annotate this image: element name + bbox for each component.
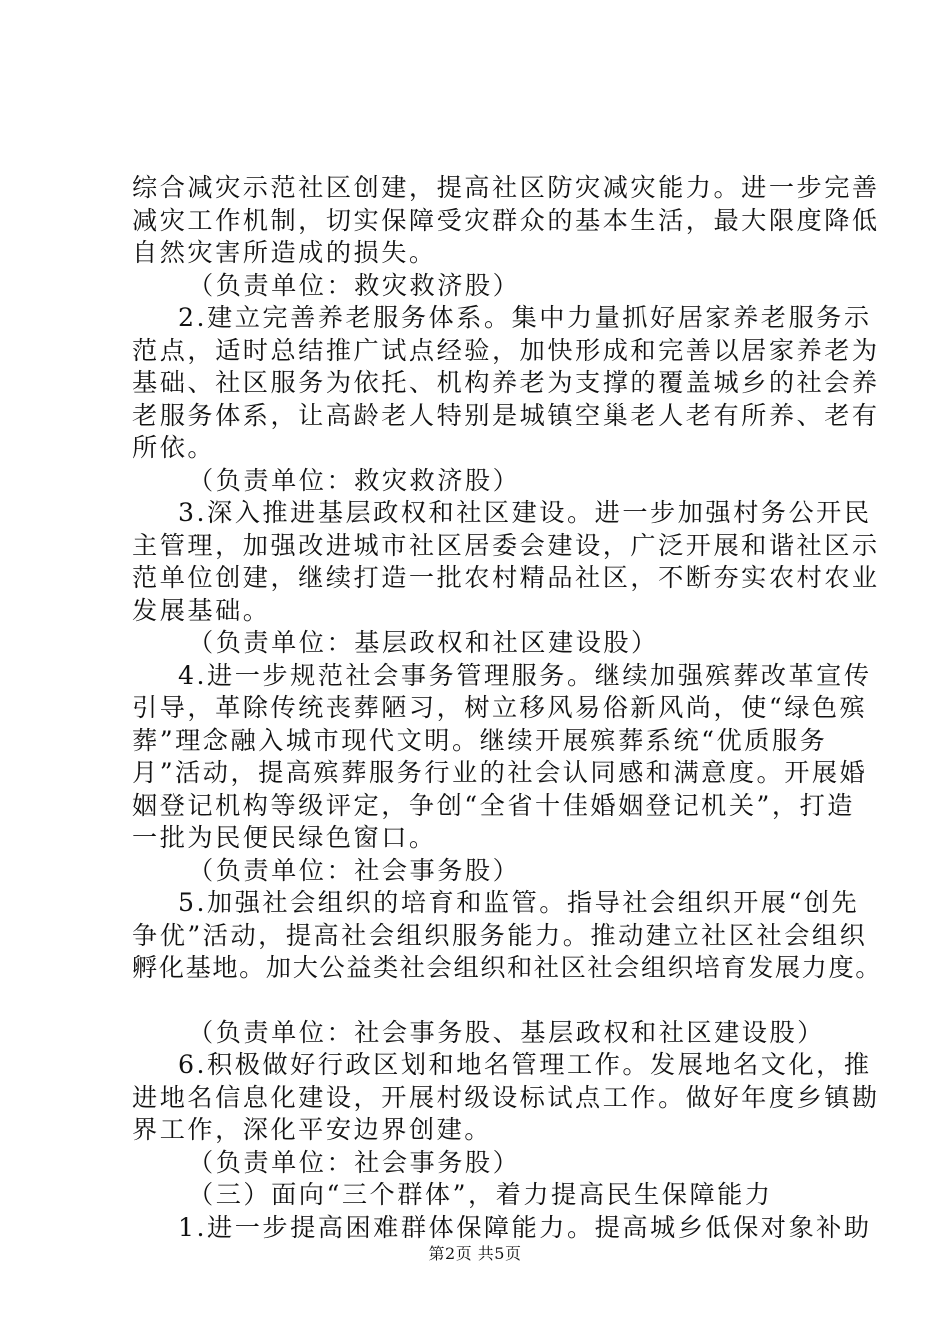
body-line: 老服务体系，让高龄老人特别是城镇空巢老人老有所养、老有 bbox=[132, 400, 880, 430]
item-heading-line: 5.加强社会组织的培育和监管。指导社会组织开展“创先 bbox=[178, 888, 860, 917]
responsible-unit-note: （负责单位：救灾救济股） bbox=[188, 465, 521, 495]
body-line: 自然灾害所造成的损失。 bbox=[132, 238, 437, 267]
body-line: 发展基础。 bbox=[132, 595, 271, 625]
body-line: 葬”理念融入城市现代文明。继续开展殡葬系统“优质服务 bbox=[132, 725, 828, 755]
item-heading-line: 3.深入推进基层政权和社区建设。进一步加强村务公开民 bbox=[178, 498, 872, 527]
body-line: 界工作，深化平安边界创建。 bbox=[132, 1115, 492, 1144]
body-line: 范单位创建，继续打造一批农村精品社区，不断夯实农村农业 bbox=[132, 563, 880, 592]
body-line: 进地名信息化建设，开展村级设标试点工作。做好年度乡镇勘 bbox=[132, 1082, 880, 1112]
body-line: 一批为民便民绿色窗口。 bbox=[132, 823, 437, 852]
body-line: 孵化基地。加大公益类社会组织和社区社会组织培育发展力度。 bbox=[132, 953, 883, 982]
section-heading: （三）面向“三个群体”，着力提高民生保障能力 bbox=[188, 1180, 773, 1209]
body-line: 引导，革除传统丧葬陋习，树立移风易俗新风尚，使“绿色殡 bbox=[132, 693, 868, 722]
responsible-unit-note: （负责单位：救灾救济股） bbox=[188, 270, 521, 300]
body-line: 主管理，加强改进城市社区居委会建设，广泛开展和谐社区示 bbox=[132, 530, 880, 560]
body-line: 范点，适时总结推广试点经验，加快形成和完善以居家养老为 bbox=[132, 335, 880, 365]
paragraph-gap bbox=[132, 985, 862, 1017]
responsible-unit-note: （负责单位：基层政权和社区建设股） bbox=[188, 628, 659, 657]
body-line: 月”活动，提高殡葬服务行业的社会认同感和满意度。开展婚 bbox=[132, 758, 868, 787]
responsible-unit-note: （负责单位：社会事务股） bbox=[188, 1147, 521, 1177]
item-heading-line: 6.积极做好行政区划和地名管理工作。发展地名文化，推 bbox=[178, 1050, 872, 1079]
item-heading-line: 4.进一步规范社会事务管理服务。继续加强殡葬改革宣传 bbox=[178, 660, 872, 690]
body-line: 争优”活动，提高社会组织服务能力。推动建立社区社会组织 bbox=[132, 920, 868, 950]
responsible-unit-note: （负责单位：社会事务股、基层政权和社区建设股） bbox=[188, 1017, 825, 1047]
body-line: 基础、社区服务为依托、机构养老为支撑的覆盖城乡的社会养 bbox=[132, 368, 880, 397]
body-line: 所依。 bbox=[132, 433, 216, 462]
page-number-footer: 第2页 共5页 bbox=[428, 1244, 522, 1263]
body-line: 减灾工作机制，切实保障受灾群众的基本生活，最大限度降低 bbox=[132, 205, 880, 235]
responsible-unit-note: （负责单位：社会事务股） bbox=[188, 855, 521, 885]
item-heading-line: 1.进一步提高困难群体保障能力。提高城乡低保对象补助 bbox=[178, 1212, 872, 1242]
body-line: 综合减灾示范社区创建，提高社区防灾减灾能力。进一步完善 bbox=[132, 173, 880, 202]
item-heading-line: 2.建立完善养老服务体系。集中力量抓好居家养老服务示 bbox=[178, 303, 872, 332]
body-line: 姻登记机构等级评定，争创“全省十佳婚姻登记机关”，打造 bbox=[132, 790, 855, 820]
document-body bbox=[132, 172, 883, 1244]
